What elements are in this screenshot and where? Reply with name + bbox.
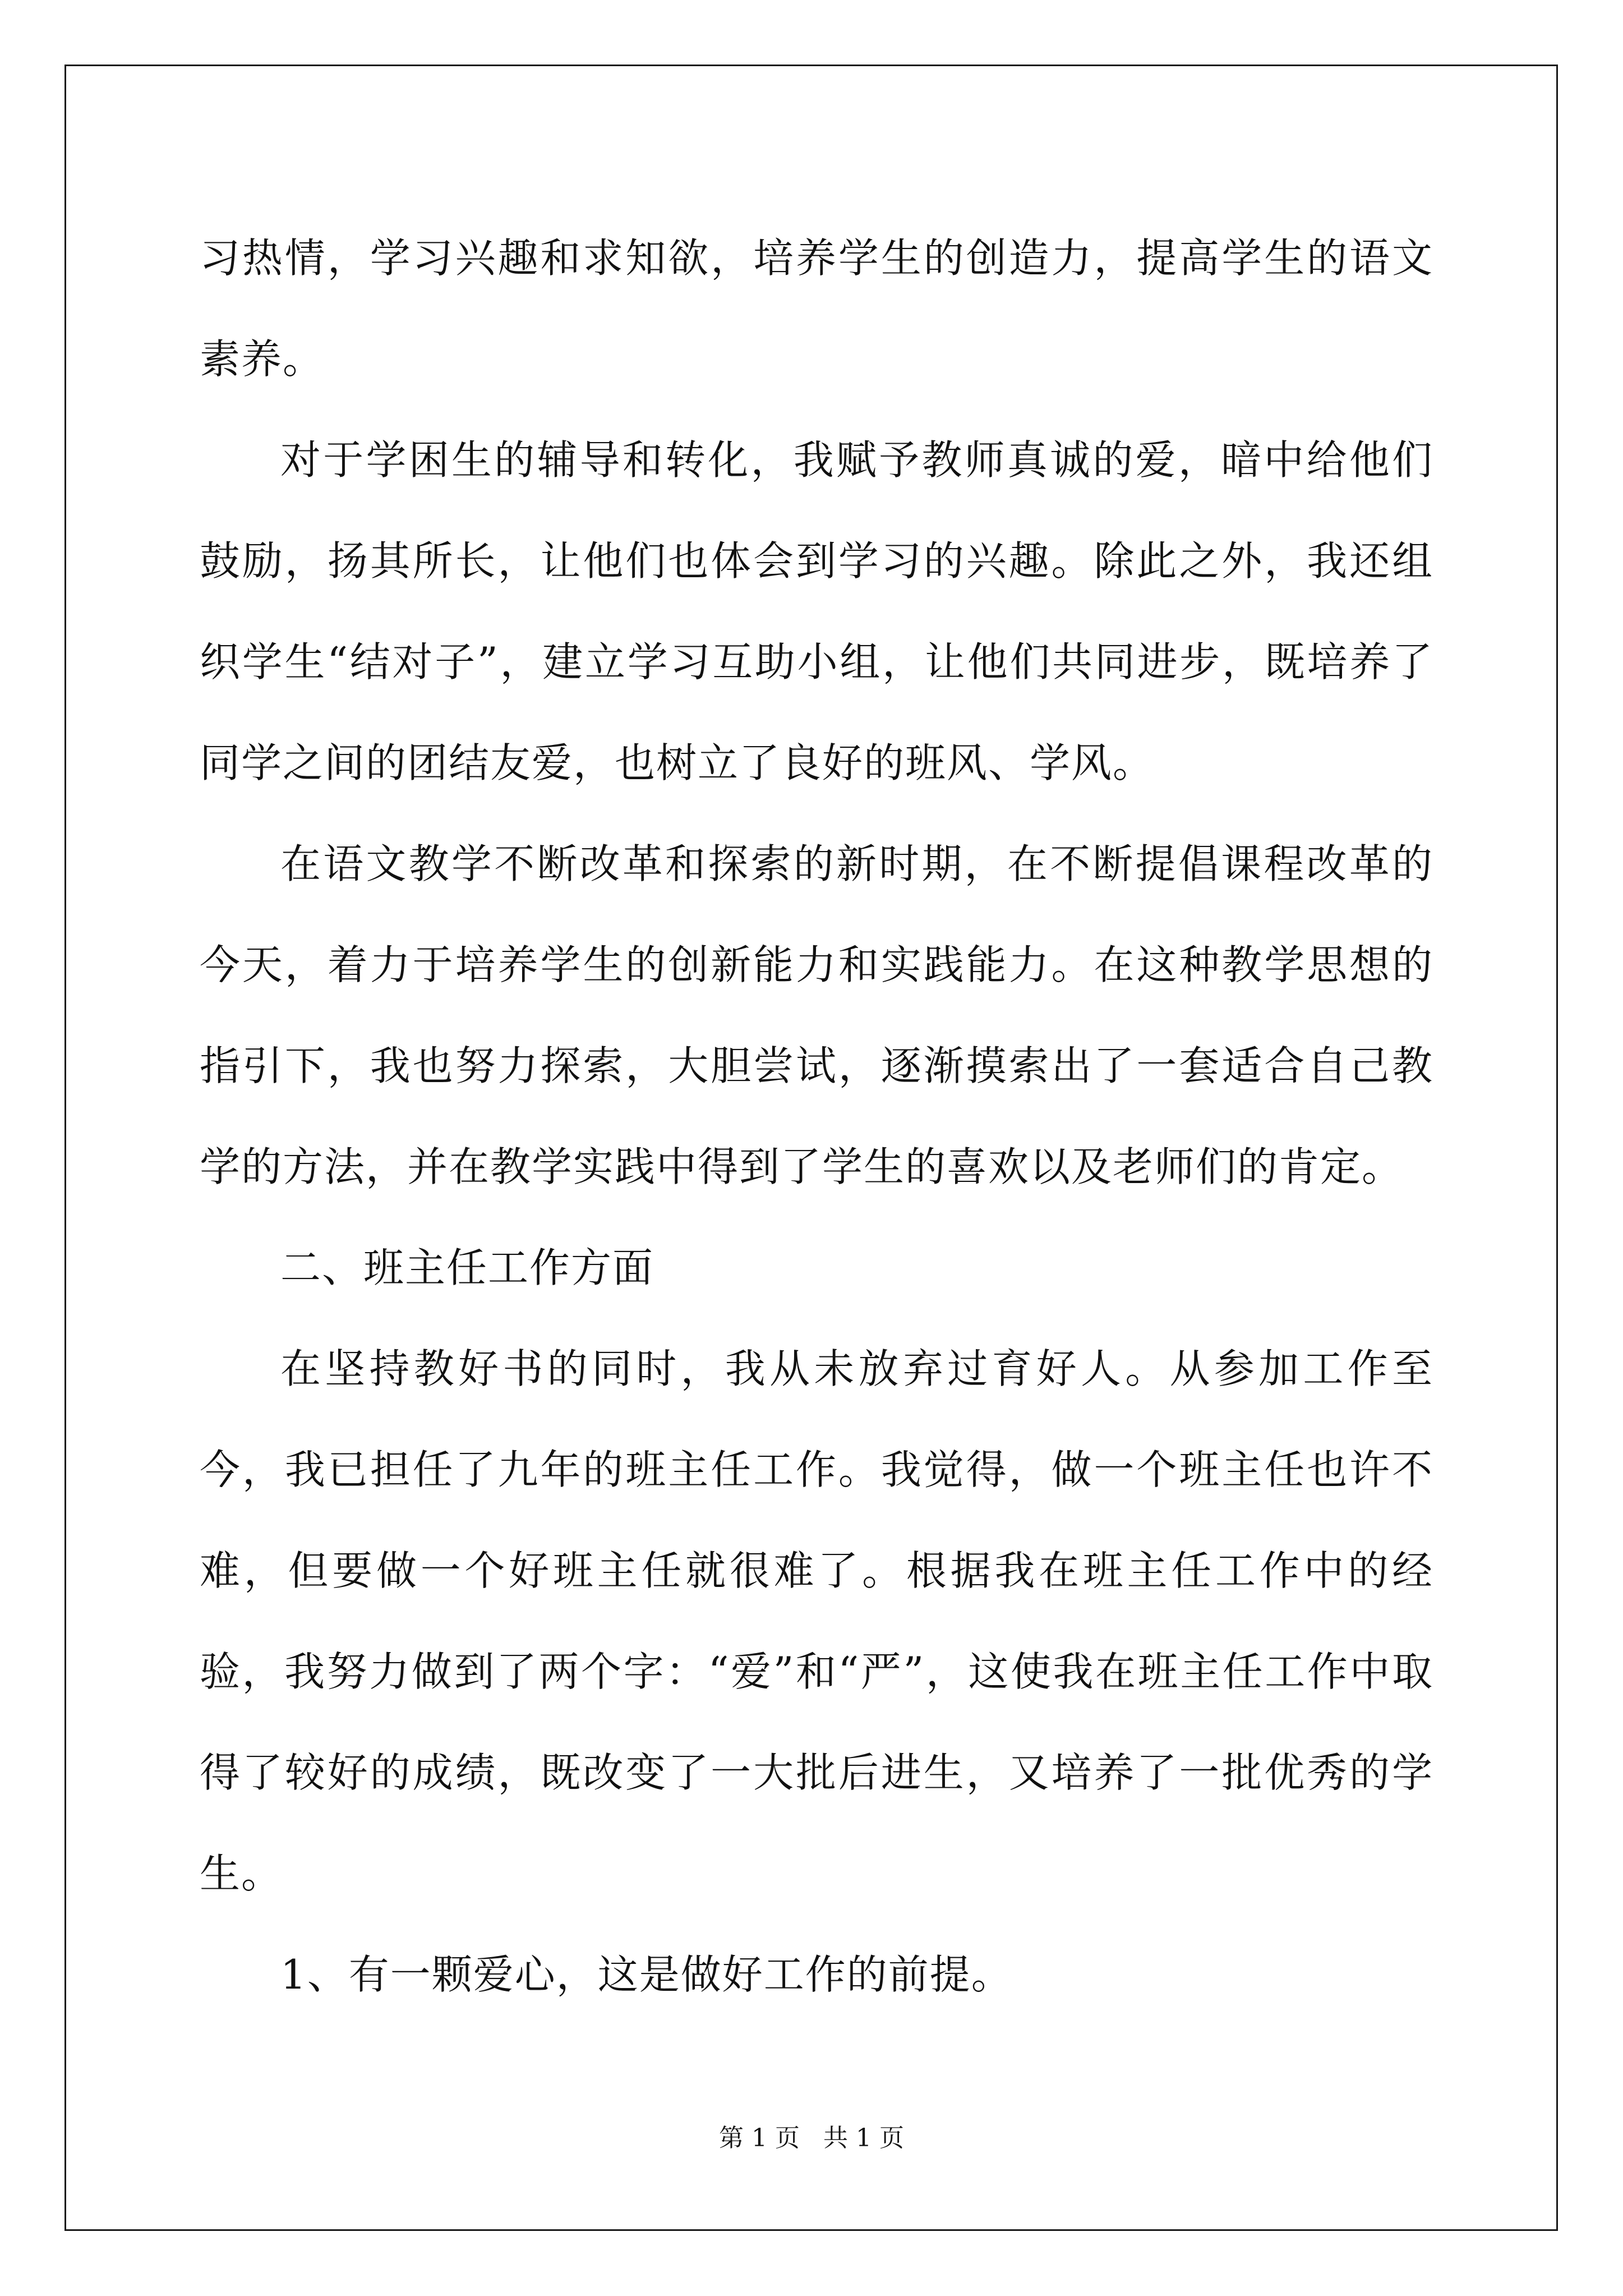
- page-total: 共 1 页: [823, 2124, 904, 2152]
- paragraph: 在坚持教好书的同时，我从未放弃过育好人。从参加工作至今，我已担任了九年的班主任工作。我觉得，做一个班主任也许不难，但要做一个好班主任就很难了。根据我在班主任工作中的经验，我努力做到了两个字：“爱”和“严”，这使我在班主任工作中取得了较好的成绩，既改变了一大批后进生，又培养了一批优秀的学生。: [200, 1345, 1433, 1897]
- section-heading: 二、班主任工作方面: [280, 1244, 654, 1291]
- paragraph: 在语文教学不断改革和探索的新时期，在不断提倡课程改革的今天，着力于培养学生的创新能力和实践能力。在这种教学思想的指引下，我也努力探索，大胆尝试，逐渐摸索出了一套适合自己教学的方法，并在教学实践中得到了学生的喜欢以及老师们的肯定。: [200, 840, 1433, 1190]
- paragraph: 对于学困生的辅导和转化，我赋予教师真诚的爱，暗中给他们鼓励，扬其所长，让他们也体会到学习的兴趣。除此之外，我还组织学生“结对子”，建立学习互助小组，让他们共同进步，既培养了同学之间的团结友爱，也树立了良好的班风、学风。: [200, 436, 1433, 786]
- document-body: [200, 208, 1433, 2025]
- list-item: 1、有一颗爱心，这是做好工作的前提。: [280, 1951, 1013, 1998]
- page-footer: [0, 2122, 1623, 2155]
- page-number: 第 1 页: [719, 2124, 800, 2152]
- paragraph: 习热情，学习兴趣和求知欲，培养学生的创造力，提高学生的语文素养。: [200, 234, 1433, 383]
